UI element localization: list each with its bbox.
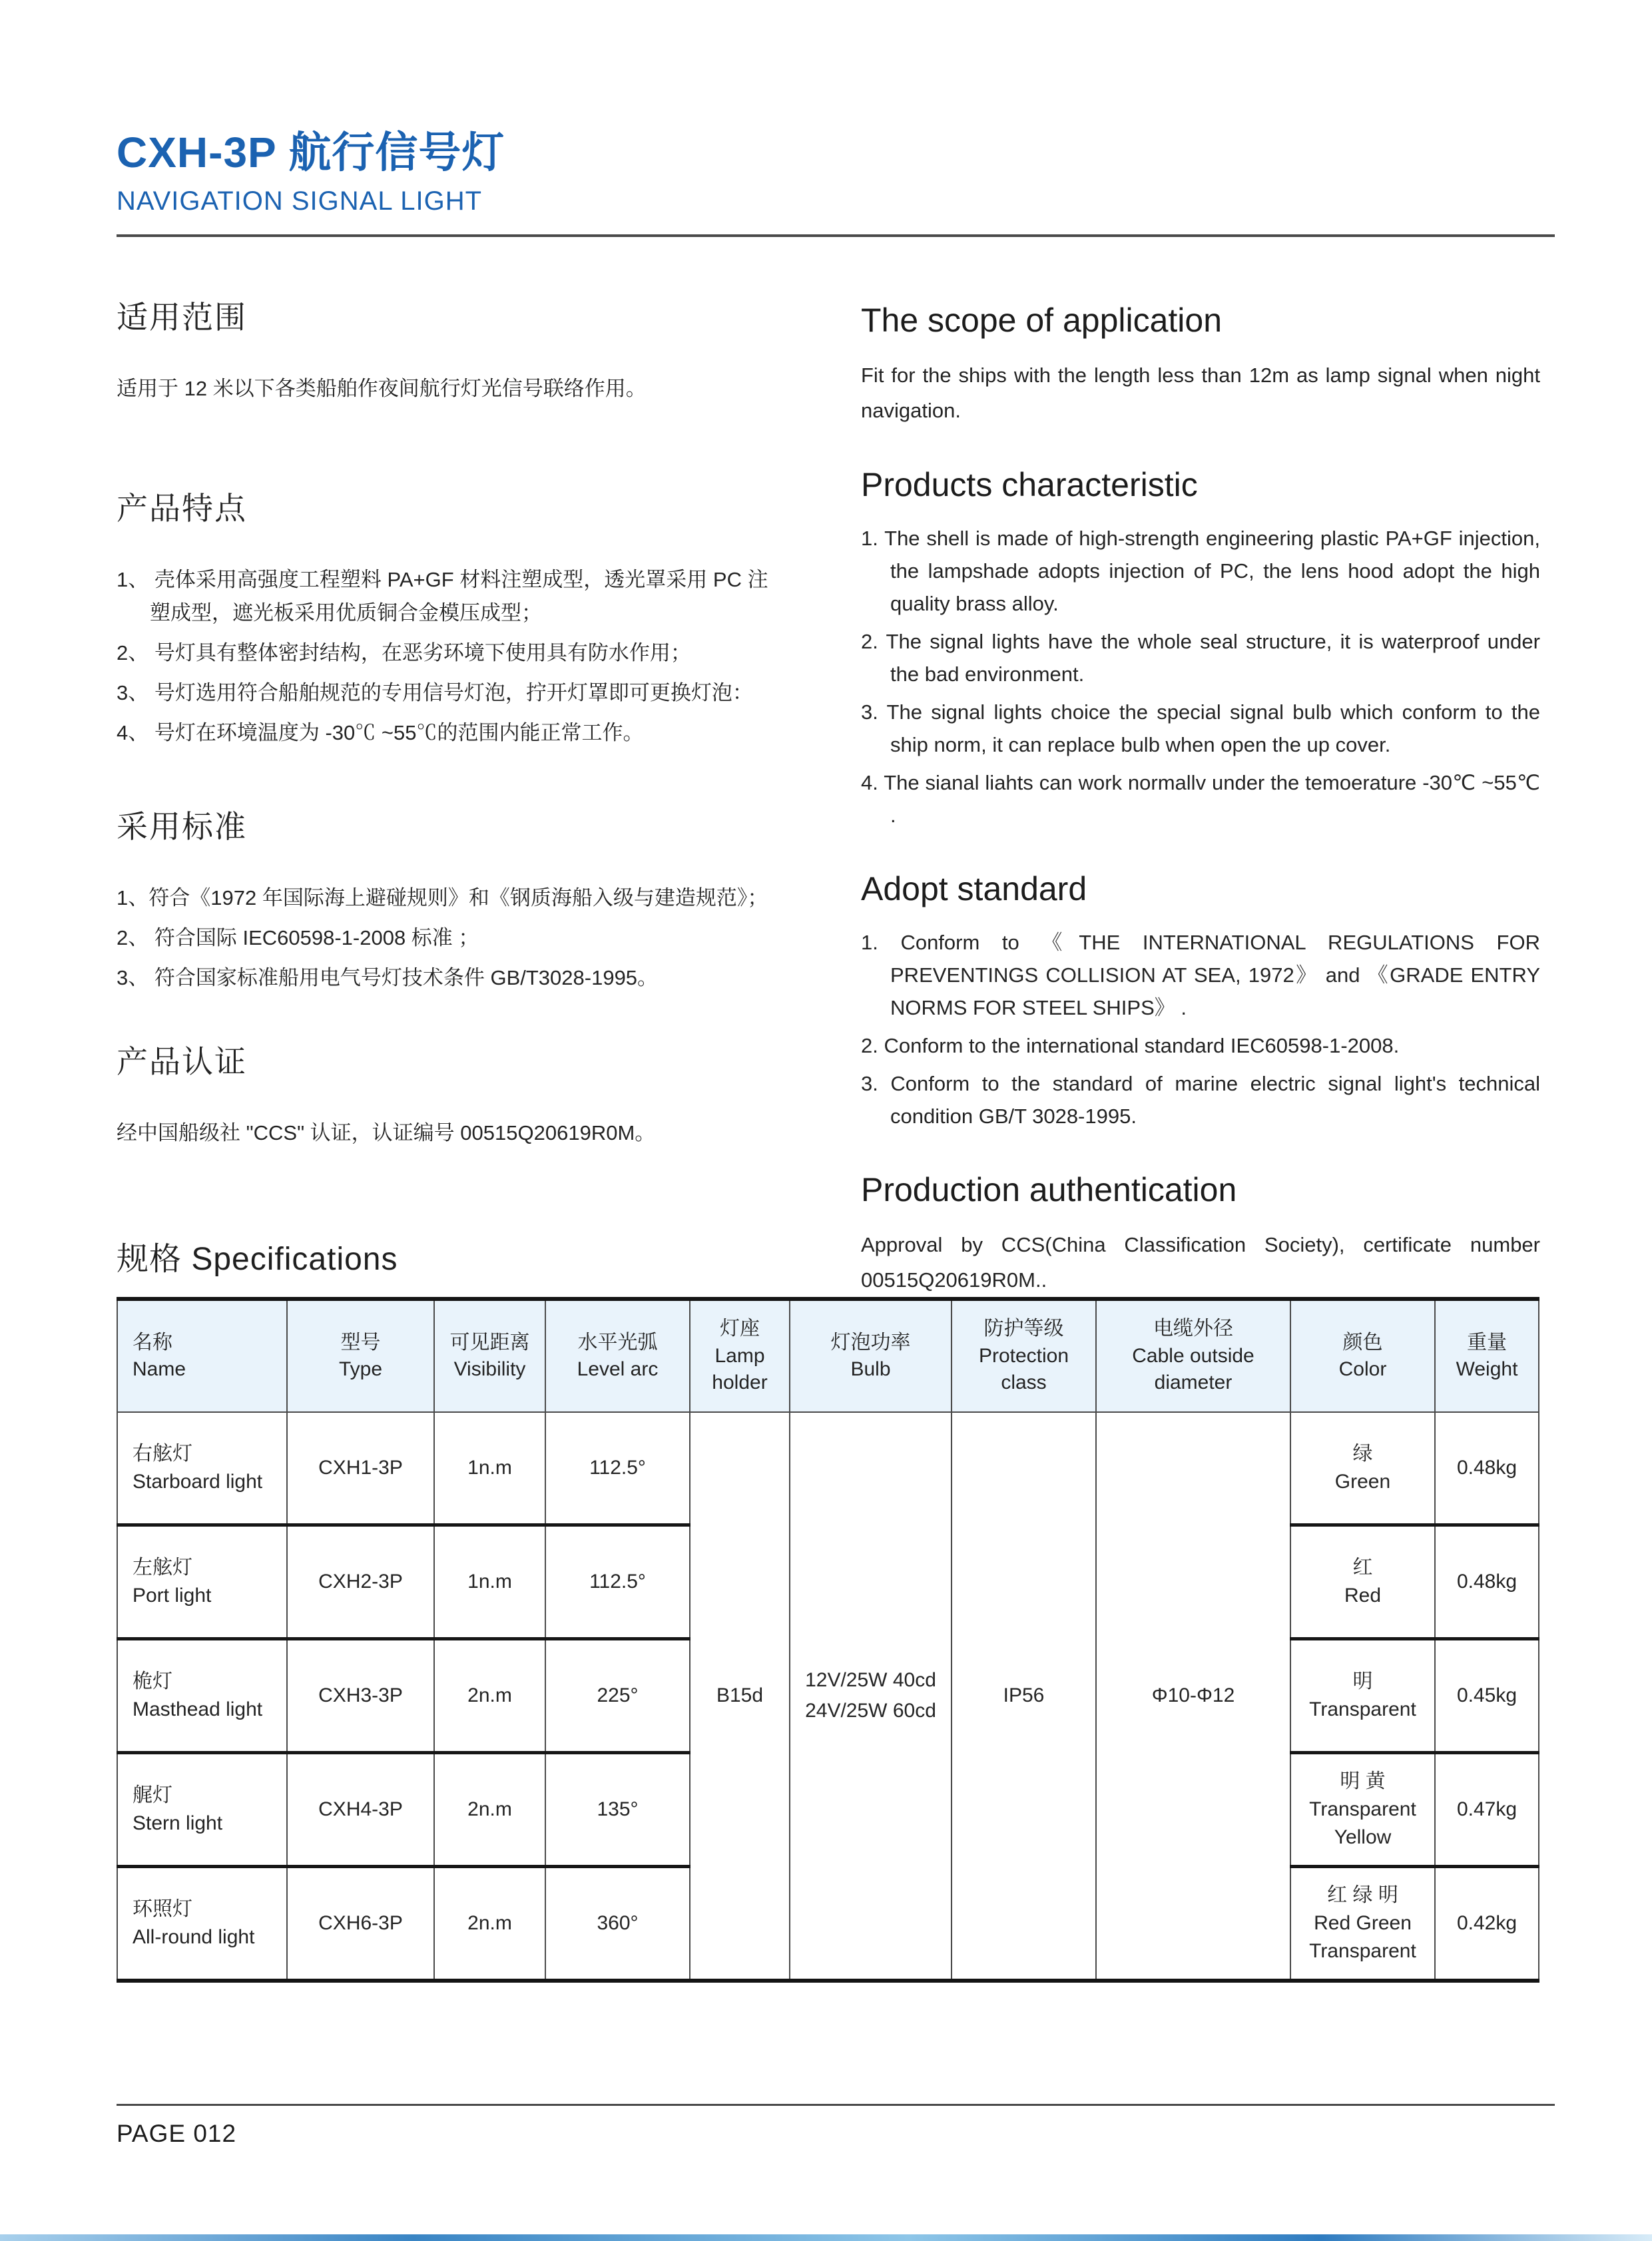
col-header-en: Name xyxy=(133,1358,186,1380)
table-row xyxy=(117,1412,1539,1525)
cell-name-en: Port light xyxy=(133,1585,212,1607)
cell-type: CXH3-3P xyxy=(287,1639,434,1753)
col-header-zh: 颜色 xyxy=(1342,1331,1383,1354)
list-item: 1、符合《1972 年国际海上避碰规则》和《钢质海船入级与建造规范》； xyxy=(117,885,768,909)
cell-type: CXH2-3P xyxy=(287,1525,434,1639)
cell-name xyxy=(117,1639,287,1753)
cell-name-zh: 右舷灯 xyxy=(133,1443,192,1465)
header-divider xyxy=(117,234,1555,237)
list-item: 3、 符合国家标准船用电气号灯技术条件 GB/T3028-1995。 xyxy=(117,966,659,990)
heading-standards-zh: 采用标准 xyxy=(117,808,247,844)
cell-level-arc: 360° xyxy=(545,1867,690,1981)
col-header-name xyxy=(117,1299,287,1412)
cell-color-en: Red xyxy=(1344,1585,1382,1607)
cell-weight: 0.47kg xyxy=(1435,1753,1539,1867)
cell-name-zh: 左舷灯 xyxy=(133,1557,192,1579)
cell-name-zh: 艉灯 xyxy=(133,1784,172,1806)
footer-divider xyxy=(117,2104,1555,2106)
cell-type: CXH4-3P xyxy=(287,1753,434,1867)
scope-zh-body: 适用于 12 米以下各类船舶作夜间航行灯光信号联络作用。 xyxy=(117,377,647,400)
col-header-en: Type xyxy=(338,1358,383,1380)
col-header-en: Level arc xyxy=(577,1358,659,1380)
list-item: 4. The sianal liahts can work normallv under the temoerature -30℃ ~55℃ . xyxy=(861,771,1540,828)
col-header-en: Protection class xyxy=(978,1344,1069,1394)
heading-features-zh: 产品特点 xyxy=(117,490,247,526)
cell-name-zh: 桅灯 xyxy=(133,1670,172,1692)
col-header-zh: 电缆外径 xyxy=(1153,1318,1233,1340)
page-number: PAGE 012 xyxy=(117,2120,237,2147)
english-column xyxy=(861,301,1540,1298)
cell-level-arc: 135° xyxy=(545,1753,690,1867)
cell-name xyxy=(117,1753,287,1867)
col-header-zh: 灯泡功率 xyxy=(830,1331,911,1354)
heading-standards-en: Adopt standard xyxy=(861,870,1087,908)
heading-scope-en: The scope of application xyxy=(861,302,1223,339)
list-item: 4、 号灯在环境温度为 -30℃ ~55℃的范围内能正常工作。 xyxy=(117,721,644,745)
list-item: 2、 号灯具有整体密封结构，在恶劣环境下使用具有防水作用； xyxy=(117,641,691,665)
cell-protection: IP56 xyxy=(952,1412,1096,1981)
cell-weight: 0.48kg xyxy=(1435,1412,1539,1525)
heading-cert-en: Production authentication xyxy=(861,1170,1237,1208)
features-zh-list xyxy=(117,563,779,750)
col-header-zh: 灯座 xyxy=(720,1318,760,1340)
cell-color-zh: 红 xyxy=(1352,1557,1373,1579)
standards-en-list xyxy=(861,927,1540,1133)
cell-visibility: 1n.m xyxy=(434,1412,545,1525)
page-title: CXH-3P 航行信号灯 xyxy=(117,128,505,176)
cell-color-en: Transparent Yellow xyxy=(1309,1798,1416,1848)
cell-level-arc: 225° xyxy=(545,1639,690,1753)
cell-level-arc: 112.5° xyxy=(545,1525,690,1639)
cell-color xyxy=(1290,1525,1435,1639)
specs-heading: 规格 Specifications xyxy=(117,1242,398,1277)
cell-cable: Φ10-Φ12 xyxy=(1096,1412,1290,1981)
specifications-table xyxy=(117,1297,1539,1983)
chinese-column xyxy=(117,293,779,1150)
cell-visibility: 1n.m xyxy=(434,1525,545,1639)
list-item: 3、 号灯选用符合船舶规范的专用信号灯泡，拧开灯罩即可更换灯泡： xyxy=(117,681,753,705)
col-header-level-arc xyxy=(545,1299,690,1412)
cell-color-en: Transparent xyxy=(1309,1698,1416,1720)
table-header-row xyxy=(117,1299,1539,1412)
list-item: 3. Conform to the standard of marine electric signal light's technical condition GB/T 3028-1995. xyxy=(861,1071,1540,1128)
cell-color xyxy=(1290,1412,1435,1525)
col-header-zh: 防护等级 xyxy=(983,1318,1064,1340)
col-header-lamp-holder xyxy=(690,1299,790,1412)
cell-type: CXH1-3P xyxy=(287,1412,434,1525)
cell-type: CXH6-3P xyxy=(287,1867,434,1981)
col-header-weight xyxy=(1435,1299,1539,1412)
cell-visibility: 2n.m xyxy=(434,1639,545,1753)
page-header xyxy=(117,119,505,216)
cell-name xyxy=(117,1412,287,1525)
cell-weight: 0.42kg xyxy=(1435,1867,1539,1981)
bulb-values xyxy=(805,1665,936,1727)
cell-name-en: All-round light xyxy=(133,1926,255,1948)
cell-weight: 0.45kg xyxy=(1435,1639,1539,1753)
col-header-visibility xyxy=(434,1299,545,1412)
col-header-zh: 水平光弧 xyxy=(577,1331,658,1354)
cell-level-arc: 112.5° xyxy=(545,1412,690,1525)
cell-color xyxy=(1290,1867,1435,1981)
col-header-type xyxy=(287,1299,434,1412)
list-item: 1、 壳体采用高强度工程塑料 PA+GF 材料注塑成型，透光罩采用 PC 注塑成型，遮光板采用优质铜合金模压成型； xyxy=(117,567,768,624)
cell-visibility: 2n.m xyxy=(434,1753,545,1867)
cell-color-zh: 明 xyxy=(1352,1670,1373,1692)
list-item: 2、 符合国际 IEC60598-1-2008 标准 ； xyxy=(117,925,479,949)
heading-scope-zh: 适用范围 xyxy=(117,300,247,335)
cell-lamp-holder: B15d xyxy=(690,1412,790,1981)
col-header-en: Weight xyxy=(1456,1358,1518,1380)
col-header-en: Lamp holder xyxy=(712,1344,768,1394)
list-item: 2. Conform to the international standard IEC60598-1-2008. xyxy=(861,1034,1400,1057)
cell-name-en: Masthead light xyxy=(133,1698,263,1720)
cell-name-zh: 环照灯 xyxy=(133,1898,192,1920)
cell-color xyxy=(1290,1753,1435,1867)
cell-color-en: Green xyxy=(1334,1471,1391,1493)
list-item: 1. The shell is made of high-strength engineering plastic PA+GF injection, the lampshade adopts injection of PC, the lens hood adopt the high quality brass alloy. xyxy=(861,527,1540,616)
col-header-zh: 型号 xyxy=(340,1331,381,1354)
col-header-bulb xyxy=(790,1299,952,1412)
cell-color xyxy=(1290,1639,1435,1753)
heading-cert-zh: 产品认证 xyxy=(117,1044,247,1080)
col-header-en: Visibility xyxy=(453,1358,526,1380)
standards-zh-list xyxy=(117,881,779,995)
list-item: 3. The signal lights choice the special signal bulb which conform to the ship norm, it can replace bulb when open the up cover. xyxy=(861,700,1540,757)
cell-color-zh: 绿 xyxy=(1352,1443,1373,1465)
col-header-color xyxy=(1290,1299,1435,1412)
cell-color-en: Red Green Transparent xyxy=(1309,1912,1416,1962)
col-header-en: Bulb xyxy=(850,1358,891,1380)
cell-weight: 0.48kg xyxy=(1435,1525,1539,1639)
cell-name xyxy=(117,1525,287,1639)
col-header-zh: 可见距离 xyxy=(449,1331,530,1354)
cell-name-en: Starboard light xyxy=(133,1471,263,1493)
cert-en-body: Approval by CCS(China Classification Society), certificate number 00515Q20619R0M.. xyxy=(861,1232,1540,1292)
bulb-line: 24V/25W 60cd xyxy=(805,1700,936,1722)
cell-name-en: Stern light xyxy=(133,1812,223,1834)
cell-bulb xyxy=(790,1412,952,1981)
col-header-protection xyxy=(952,1299,1096,1412)
list-item: 1. Conform to 《THE INTERNATIONAL REGULATIONS FOR PREVENTINGS COLLISION AT SEA, 1972》 and 《GRADE ENTRY NORMS FOR STEEL SHIPS》 . xyxy=(861,931,1540,1020)
col-header-zh: 名称 xyxy=(133,1331,172,1354)
bottom-accent-bar xyxy=(0,2234,1652,2241)
page-subtitle: NAVIGATION SIGNAL LIGHT xyxy=(117,186,483,216)
scope-en-body: Fit for the ships with the length less than 12m as lamp signal when night navigation. xyxy=(861,364,1540,422)
col-header-en: Cable outside diameter xyxy=(1132,1344,1254,1394)
cell-color-zh: 明 黄 xyxy=(1340,1770,1386,1792)
col-header-cable xyxy=(1096,1299,1290,1412)
features-en-list xyxy=(861,523,1540,832)
cell-visibility: 2n.m xyxy=(434,1867,545,1981)
col-header-zh: 重量 xyxy=(1467,1331,1507,1354)
heading-features-en: Products characteristic xyxy=(861,466,1198,504)
cell-color-zh: 红 绿 明 xyxy=(1327,1884,1398,1906)
bulb-line: 12V/25W 40cd xyxy=(805,1668,936,1691)
cell-name xyxy=(117,1867,287,1981)
cert-zh-body: 经中国船级社 "CCS" 认证，认证编号 00515Q20619R0M。 xyxy=(117,1121,656,1145)
list-item: 2. The signal lights have the whole seal structure, it is waterproof under the bad environment. xyxy=(861,630,1540,686)
col-header-en: Color xyxy=(1338,1358,1387,1380)
